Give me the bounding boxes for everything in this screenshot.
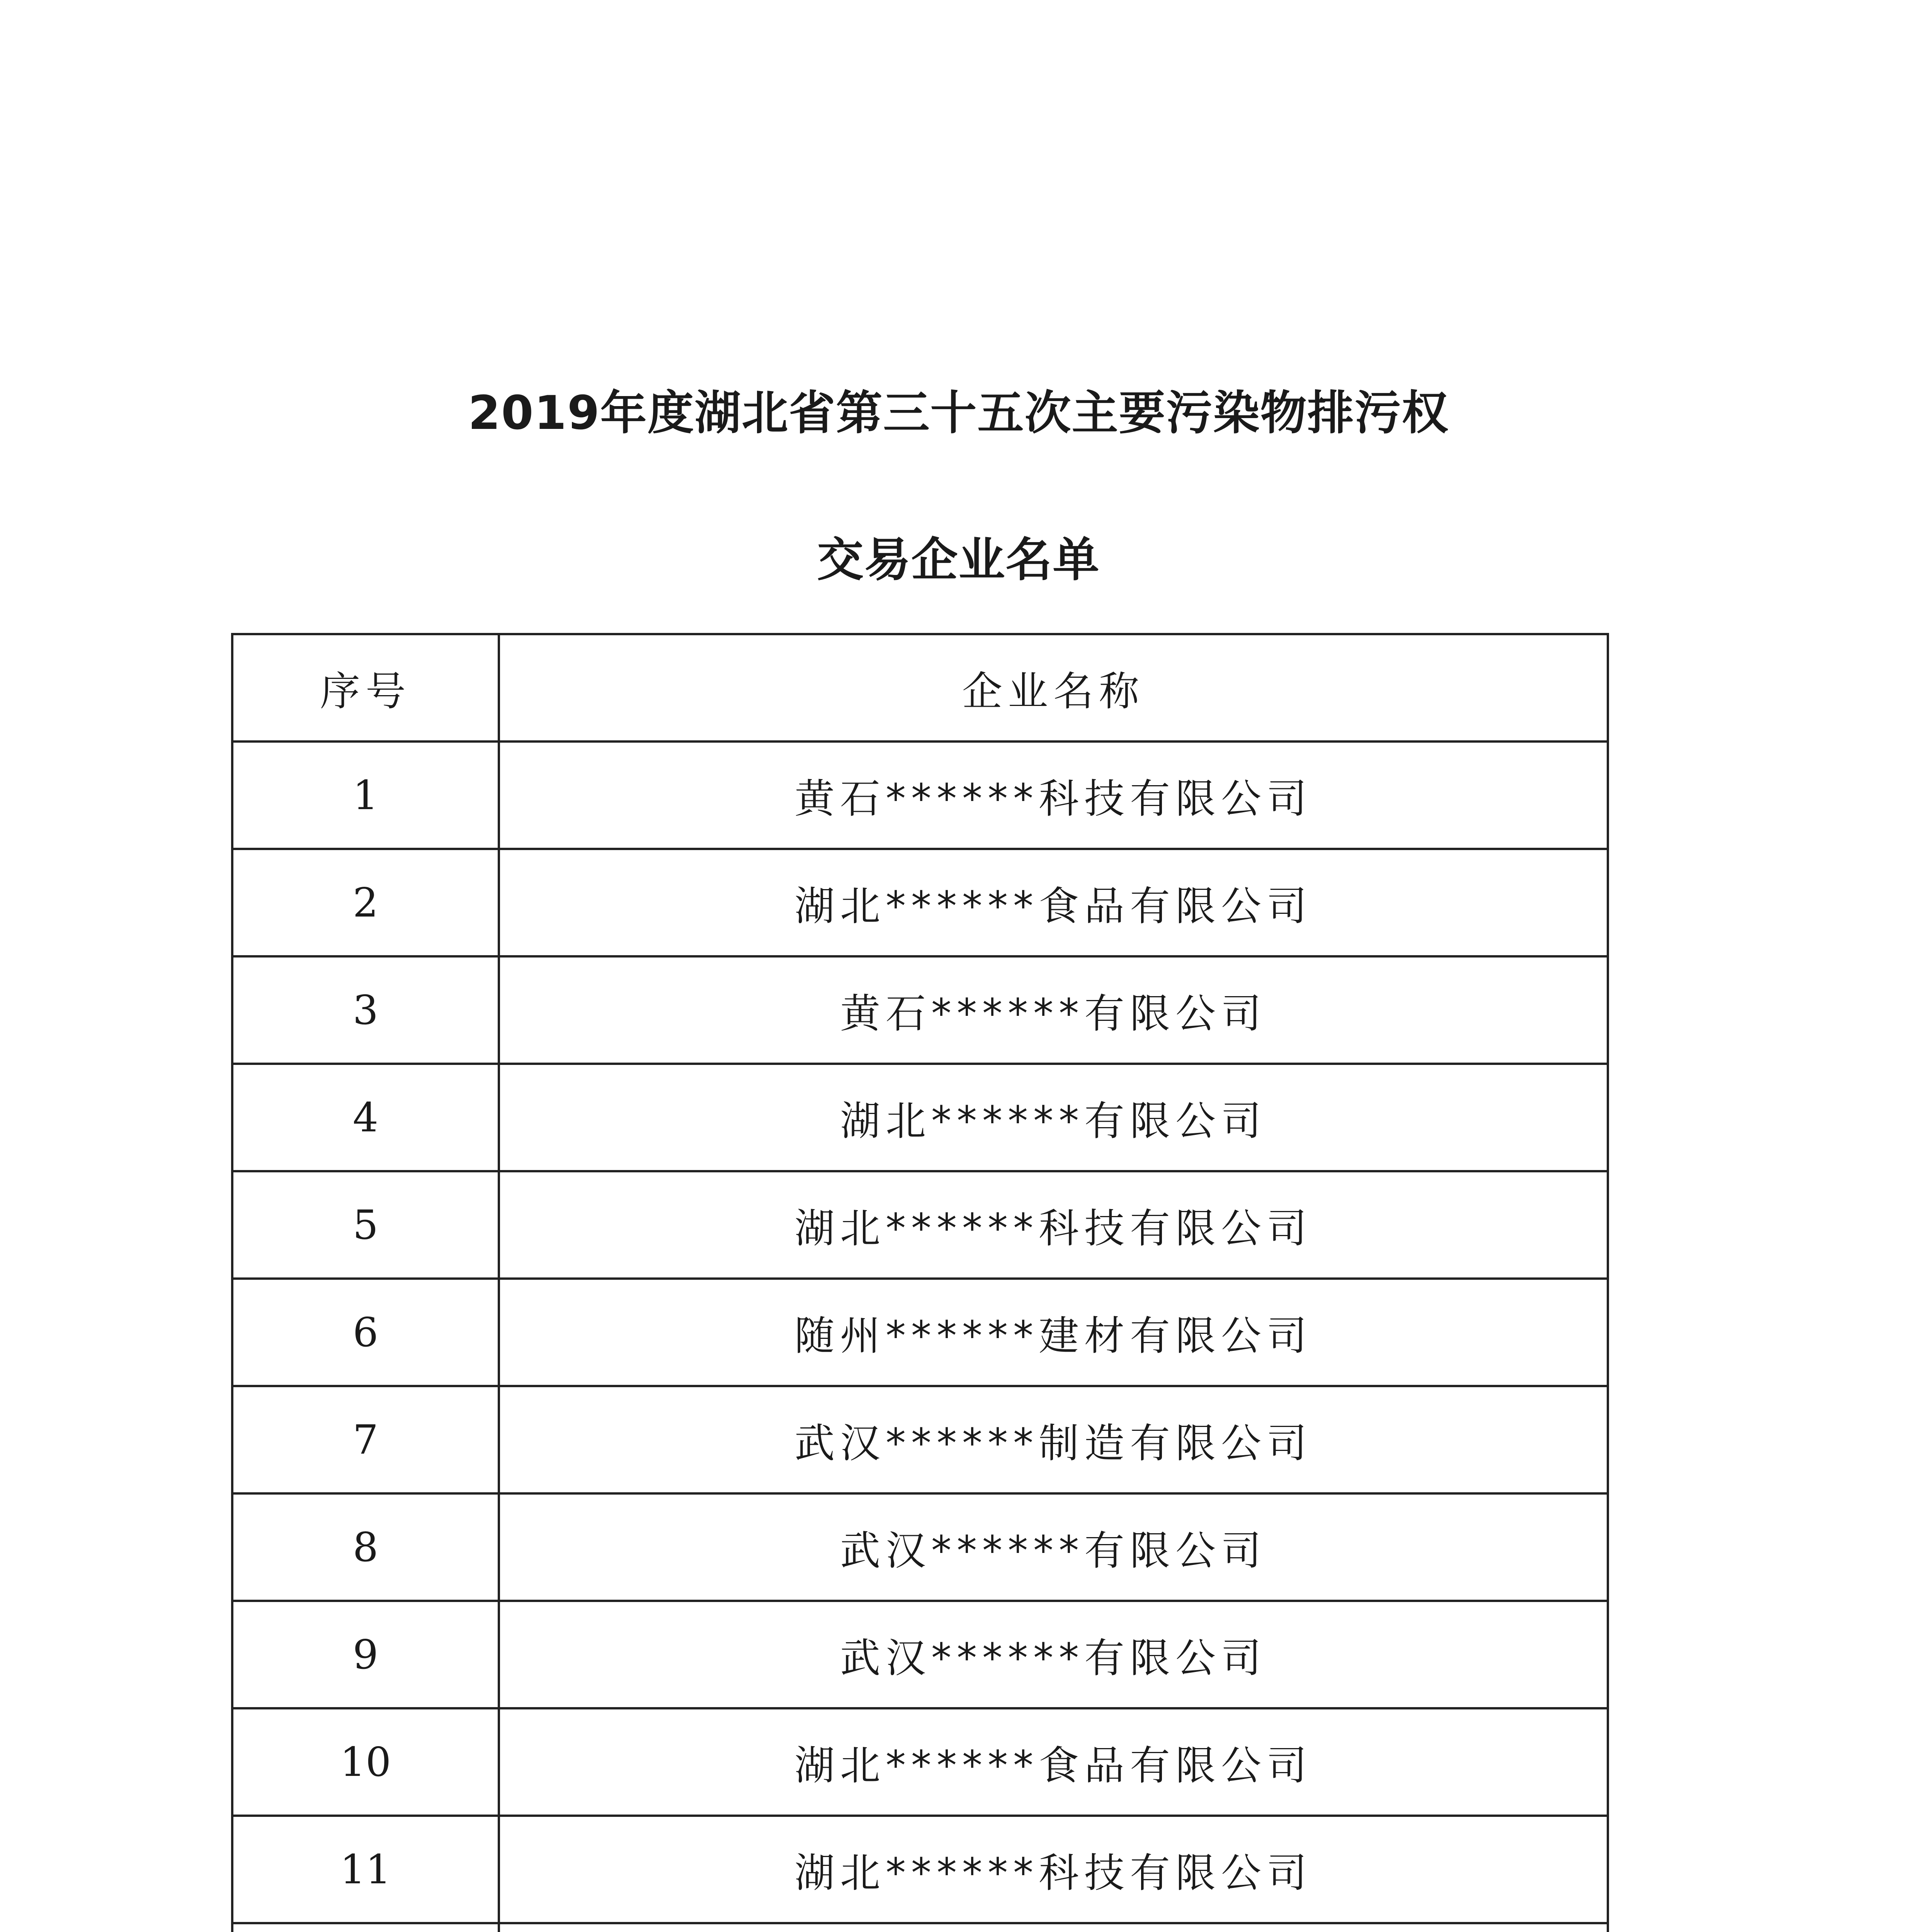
- row-index: 4: [232, 1064, 499, 1171]
- row-index: 5: [232, 1171, 499, 1279]
- row-enterprise-name: 湖北******食品有限公司: [499, 1708, 1608, 1816]
- row-index: 2: [232, 849, 499, 956]
- table-row: [232, 1171, 1608, 1279]
- row-enterprise-name: 黄石******有限公司: [499, 956, 1608, 1064]
- table-row: [232, 742, 1608, 849]
- row-index: 7: [232, 1386, 499, 1493]
- enterprise-list-table: [231, 633, 1609, 1932]
- row-enterprise-name: 武汉******制造有限公司: [499, 1386, 1608, 1493]
- row-enterprise-name: 湖北******科技有限公司: [499, 1171, 1608, 1279]
- header-enterprise-name: 企业名称: [499, 634, 1608, 742]
- row-enterprise-name: [499, 1923, 1608, 1932]
- table-row: [232, 1493, 1608, 1601]
- row-index: 1: [232, 742, 499, 849]
- row-index: 8: [232, 1493, 499, 1601]
- row-enterprise-name: 黄石******科技有限公司: [499, 742, 1608, 849]
- row-enterprise-name: 湖北******科技有限公司: [499, 1816, 1608, 1923]
- row-index: 6: [232, 1279, 499, 1386]
- row-index: 3: [232, 956, 499, 1064]
- row-index: 11: [232, 1816, 499, 1923]
- row-enterprise-name: 武汉******有限公司: [499, 1493, 1608, 1601]
- document-title-line-2: 交易企业名单: [817, 533, 1100, 587]
- row-enterprise-name: 武汉******有限公司: [499, 1601, 1608, 1708]
- table-row: [232, 1386, 1608, 1493]
- document-title-line-1: 2019年度湖北省第三十五次主要污染物排污权: [468, 386, 1449, 440]
- row-enterprise-name: 湖北******有限公司: [499, 1064, 1608, 1171]
- row-index: 10: [232, 1708, 499, 1816]
- table-row: [232, 1064, 1608, 1171]
- table-row: [232, 1601, 1608, 1708]
- table-row: [232, 849, 1608, 956]
- table-header-row: [232, 634, 1608, 742]
- row-index: [232, 1923, 499, 1932]
- row-enterprise-name: 随州******建材有限公司: [499, 1279, 1608, 1386]
- row-enterprise-name: 湖北******食品有限公司: [499, 849, 1608, 956]
- table-row: [232, 1279, 1608, 1386]
- table-row: [232, 956, 1608, 1064]
- table-row: [232, 1816, 1608, 1923]
- table-row: [232, 1923, 1608, 1932]
- header-index: 序号: [232, 634, 499, 742]
- row-index: 9: [232, 1601, 499, 1708]
- table-row: [232, 1708, 1608, 1816]
